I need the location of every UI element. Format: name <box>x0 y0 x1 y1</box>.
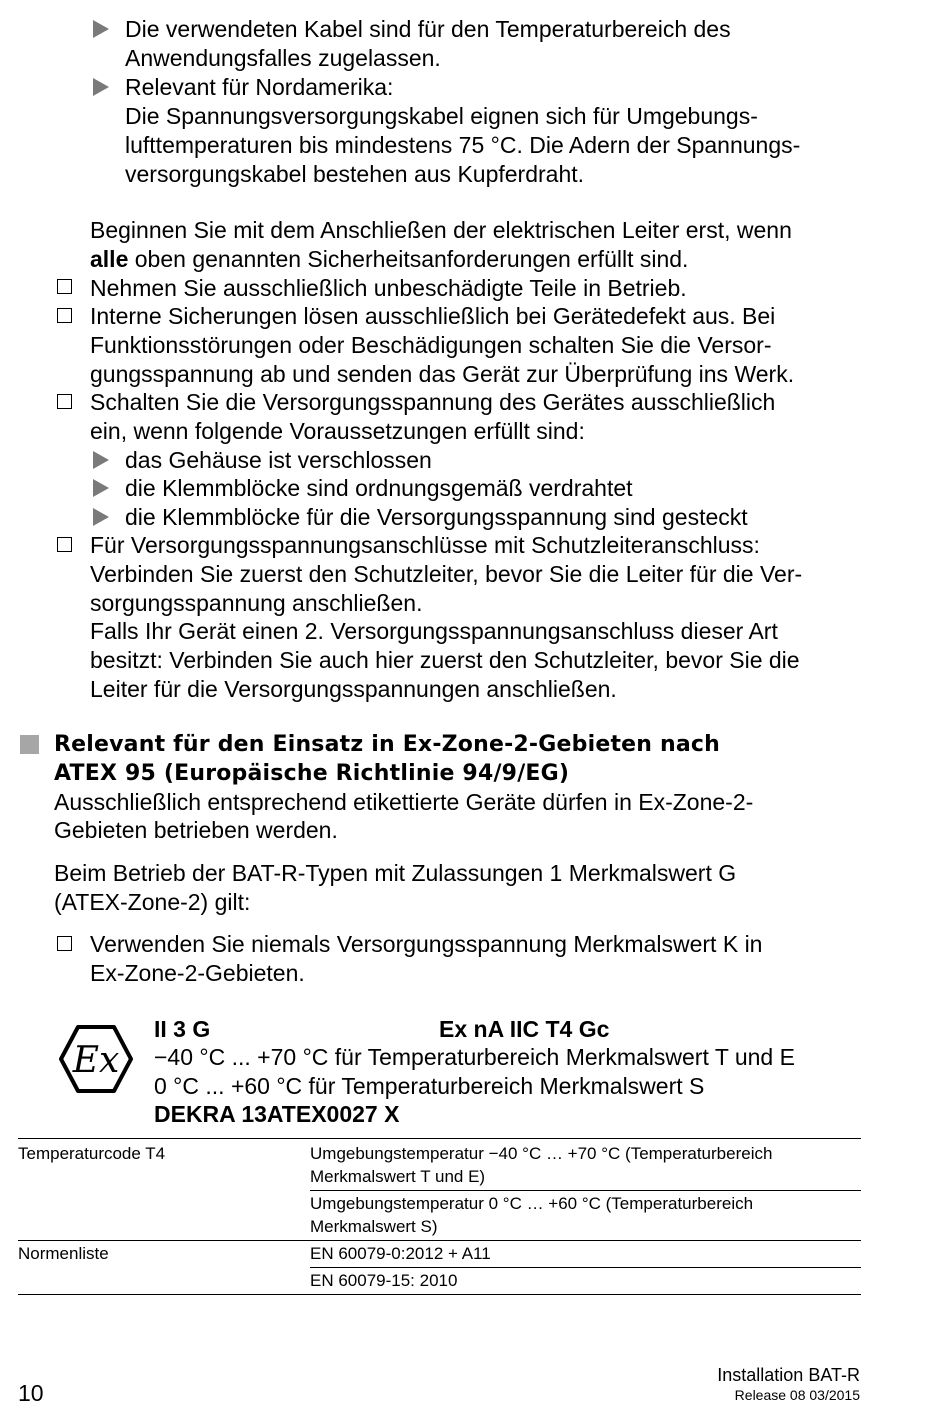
table-divider <box>310 1190 861 1191</box>
table-row-label: Temperaturcode T4 <box>18 1144 166 1163</box>
list-item-text: Relevant für Nordamerika: <box>125 74 394 100</box>
certificate-number: DEKRA 13ATEX0027 X <box>154 1101 400 1127</box>
table-cell: EN 60079-15: 2010 <box>310 1271 458 1290</box>
check-item-text: besitzt: Verbinden Sie auch hier zuerst den Schutzleiter, bevor Sie die <box>90 647 800 673</box>
section-paragraph: Beim Betrieb der BAT-R-Typen mit Zulassungen 1 Merkmalswert G <box>54 860 737 886</box>
footer-release: Release 08 03/2015 <box>734 1387 860 1403</box>
check-item-text: Ex-Zone-2-Gebieten. <box>90 960 305 986</box>
temperature-range: −40 °C ... +70 °C für Temperaturbereich Merkmalswert T und E <box>154 1044 795 1070</box>
check-item-text: Falls Ihr Gerät einen 2. Versorgungsspannungsanschluss dieser Art <box>90 618 778 644</box>
check-item-text: Verbinden Sie zuerst den Schutzleiter, bevor Sie die Leiter für die Ver- <box>90 561 803 587</box>
table-cell: EN 60079-0:2012 + A11 <box>310 1244 491 1263</box>
check-item-text: ein, wenn folgende Voraussetzungen erfüllt sind: <box>90 418 585 444</box>
ex-hexagon-logo <box>58 1024 134 1094</box>
check-item-text: Verwenden Sie niemals Versorgungsspannung Merkmalswert K in <box>90 931 763 957</box>
section-marker-icon <box>20 735 39 754</box>
ex-marking: Ex nA IIC T4 Gc <box>439 1016 610 1042</box>
table-divider <box>310 1267 861 1268</box>
check-item-text: sorgungsspannung anschließen. <box>90 590 423 616</box>
arrow-bullet-icon <box>93 479 109 497</box>
sub-item-text: das Gehäuse ist verschlossen <box>125 447 432 473</box>
table-cell: Merkmalswert S) <box>310 1217 438 1236</box>
check-item-text: Nehmen Sie ausschließlich unbeschädigte Teile in Betrieb. <box>90 275 687 301</box>
arrow-bullet-icon <box>93 20 109 38</box>
emphasis-word: alle <box>90 246 129 272</box>
list-item-text: versorgungskabel bestehen aus Kupferdraht. <box>125 161 585 187</box>
checkbox-bullet-icon <box>57 394 72 409</box>
section-paragraph: Gebieten betrieben werden. <box>54 817 338 843</box>
sub-item-text: die Klemmblöcke sind ordnungsgemäß verdrahtet <box>125 475 633 501</box>
list-item-text: Die verwendeten Kabel sind für den Temperaturbereich des <box>125 16 731 42</box>
table-cell: Umgebungstemperatur −40 °C … +70 °C (Temperaturbereich <box>310 1144 773 1163</box>
section-paragraph: (ATEX-Zone-2) gilt: <box>54 889 251 915</box>
list-item-text: Anwendungsfalles zugelassen. <box>125 45 441 71</box>
table-row-label: Normenliste <box>18 1244 109 1263</box>
check-item-text: Schalten Sie die Versorgungsspannung des Gerätes ausschließlich <box>90 389 776 415</box>
table-cell: Umgebungstemperatur 0 °C … +60 °C (Temperaturbereich <box>310 1194 754 1213</box>
paragraph-line: Beginnen Sie mit dem Anschließen der elektrischen Leiter erst, wenn <box>90 217 792 243</box>
check-item-text: Interne Sicherungen lösen ausschließlich bei Gerätedefekt aus. Bei <box>90 303 776 329</box>
equipment-group: II 3 G <box>154 1016 211 1042</box>
check-item-text: Für Versorgungsspannungsanschlüsse mit Schutzleiteranschluss: <box>90 532 760 558</box>
checkbox-bullet-icon <box>57 308 72 323</box>
sub-item-text: die Klemmblöcke für die Versorgungsspannung sind gesteckt <box>125 504 748 530</box>
table-divider <box>18 1240 861 1241</box>
table-divider <box>18 1138 861 1139</box>
list-item-text: Die Spannungsversorgungskabel eignen sich für Umgebungs- <box>125 103 758 129</box>
paragraph-line <box>90 245 688 274</box>
list-item-text: lufttemperaturen bis mindestens 75 °C. Die Adern der Spannungs- <box>125 132 801 158</box>
temperature-range: 0 °C ... +60 °C für Temperaturbereich Merkmalswert S <box>154 1073 705 1099</box>
checkbox-bullet-icon <box>57 279 72 294</box>
section-title: ATEX 95 (Europäische Richtlinie 94/9/EG) <box>54 761 570 786</box>
arrow-bullet-icon <box>93 508 109 526</box>
checkbox-bullet-icon <box>57 936 72 951</box>
check-item-text: gungsspannung ab und senden das Gerät zur Überprüfung ins Werk. <box>90 361 795 387</box>
check-item-text: Leiter für die Versorgungsspannungen anschließen. <box>90 676 617 702</box>
table-cell: Merkmalswert T und E) <box>310 1167 486 1186</box>
arrow-bullet-icon <box>93 78 109 96</box>
section-paragraph: Ausschließlich entsprechend etikettierte Geräte dürfen in Ex-Zone-2- <box>54 789 754 815</box>
section-title: Relevant für den Einsatz in Ex-Zone-2-Gebieten nach <box>54 732 721 757</box>
arrow-bullet-icon <box>93 451 109 469</box>
table-divider <box>18 1294 861 1295</box>
ex-logo-text: Ex <box>72 1040 120 1081</box>
page-number: 10 <box>18 1380 44 1406</box>
checkbox-bullet-icon <box>57 537 72 552</box>
check-item-text: Funktionsstörungen oder Beschädigungen schalten Sie die Versor- <box>90 332 772 358</box>
footer-doc-title: Installation BAT-R <box>717 1365 860 1385</box>
paragraph-text: oben genannten Sicherheitsanforderungen erfüllt sind. <box>128 246 689 272</box>
